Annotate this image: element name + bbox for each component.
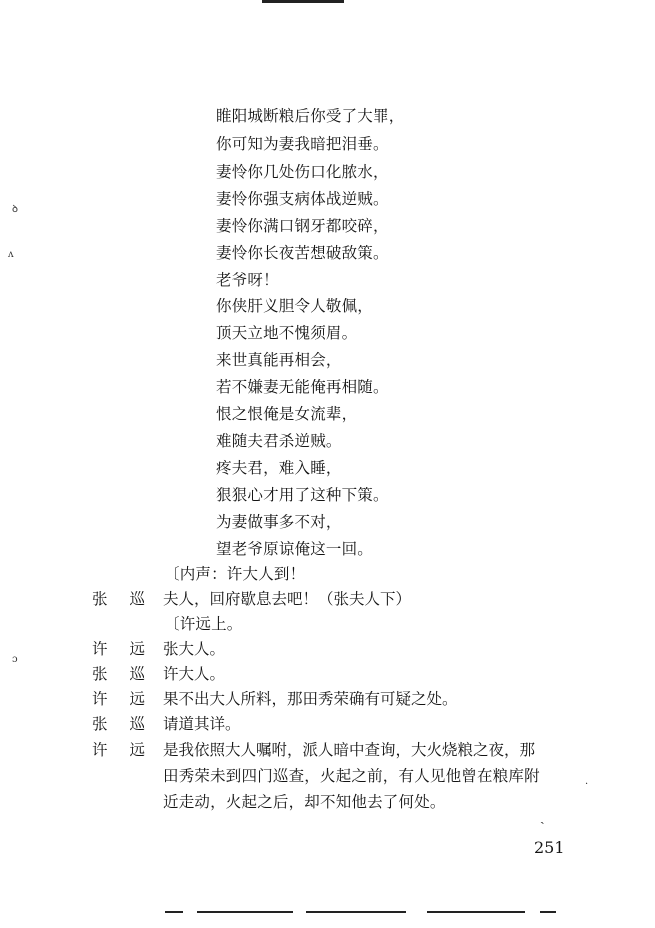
margin-speck: ɔ [12, 654, 18, 665]
speaker-name: 张巡 [92, 665, 168, 683]
verse-line: 妻怜你强支病体战逆贼。 [216, 190, 389, 208]
margin-speck: ꝺ [12, 204, 18, 215]
margin-speck: ˏ [540, 809, 545, 825]
speaker-name: 张巡 [92, 715, 168, 733]
speech-text: 果不出大人所料，那田秀荣确有可疑之处。 [163, 690, 458, 708]
speaker-name: 许远 [92, 741, 168, 759]
margin-speck: ʌ [8, 249, 14, 260]
footer-rule [306, 911, 406, 913]
speech-continuation: 田秀荣未到四门巡查，火起之前，有人见他曾在粮库附 [163, 767, 540, 785]
verse-line: 若不嫌妻无能俺再相随。 [216, 378, 389, 396]
verse-line: 疼夫君，难入睡， [216, 459, 342, 477]
verse-line: 妻怜你满口钢牙都咬碎， [216, 217, 389, 235]
verse-line: 睢阳城断粮后你受了大罪， [216, 107, 405, 125]
top-header-fragment [262, 0, 344, 3]
speaker-name: 张巡 [92, 590, 168, 608]
footer-rule [540, 911, 556, 913]
verse-line: 恨之恨俺是女流辈， [216, 405, 358, 423]
verse-line: 来世真能再相会， [216, 351, 342, 369]
footer-rule [165, 911, 183, 913]
verse-line: 望老爷原谅俺这一回。 [216, 540, 374, 558]
verse-line: 你侠肝义胆令人敬佩， [216, 297, 374, 315]
speaker-name: 许远 [92, 640, 168, 658]
verse-line: 老爷呀！ [216, 271, 279, 289]
speech-text: 许大人。 [163, 665, 226, 683]
speech-text: 请道其详。 [163, 715, 241, 733]
speech-text: 张大人。 [163, 640, 226, 658]
page-number: 251 [534, 838, 565, 857]
verse-line: 为妻做事多不对， [216, 513, 342, 531]
verse-line: 狠狠心才用了这种下策。 [216, 486, 389, 504]
verse-line: 难随夫君杀逆贼。 [216, 432, 342, 450]
verse-line: 妻怜你长夜苦想破敌策。 [216, 244, 389, 262]
speech-text: 夫人，回府歇息去吧！（张夫人下） [163, 590, 412, 608]
speech-text: 是我依照大人嘱咐，派人暗中查询，大火烧粮之夜，那 [163, 741, 536, 759]
verse-line: 你可知为妻我暗把泪垂。 [216, 135, 389, 153]
stage-direction: 〔许远上。 [164, 615, 243, 633]
footer-rule [427, 911, 525, 913]
margin-speck: · [585, 779, 589, 790]
stage-direction: 〔内声：许大人到！ [164, 565, 306, 583]
verse-line: 顶天立地不愧须眉。 [216, 324, 358, 342]
speech-continuation: 近走动，火起之后，却不知他去了何处。 [163, 793, 446, 811]
speaker-name: 许远 [92, 690, 168, 708]
verse-line: 妻怜你几处伤口化脓水， [216, 163, 389, 181]
footer-rule [197, 911, 293, 913]
